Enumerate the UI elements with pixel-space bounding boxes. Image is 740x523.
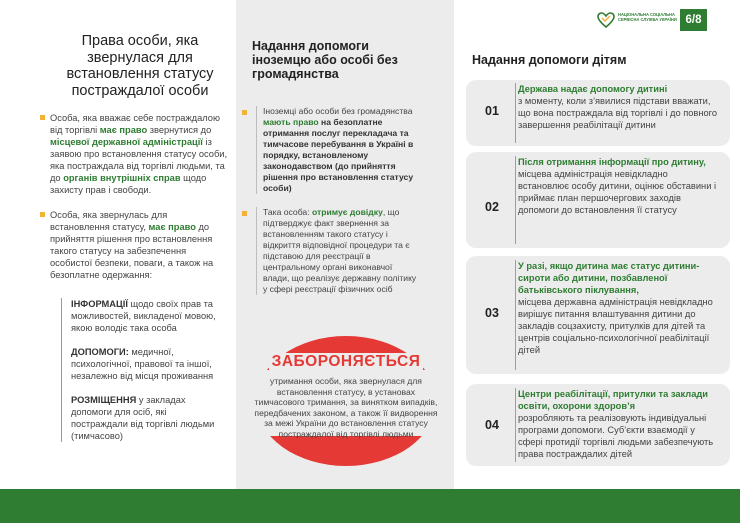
card-text: місцева адміністрація невідкладно встановлює особу дитини, оцінює обставини і приймає план першочергових заходів допомоги до встановлення її статусу <box>518 169 717 215</box>
bullet-square-icon <box>242 211 247 216</box>
child-help-card-4 <box>466 384 730 466</box>
middle-item-1: Іноземці або особи без громадянства мають право на безоплатне отримання послуг перекладача та тимчасове перебування в Україні в порядку, встановленому законодавством (до прийняття рішення про встановлення статусу особи) <box>242 106 420 194</box>
card-heading: У разі, якщо дитина має статус дитини-сироти або дитини, позбавленої батьківського піклування, <box>518 261 700 295</box>
left-title: Права особи, яка звернулася для встановлення статусу постраждалої особи <box>66 33 214 99</box>
card-heading: Після отримання інформації про дитину, <box>518 157 706 167</box>
child-help-card-2 <box>466 152 730 248</box>
bullet-square-icon <box>40 212 45 217</box>
bullet-square-icon <box>40 115 45 120</box>
card-number: 03 <box>485 306 499 320</box>
card-number: 04 <box>485 418 499 432</box>
card-text: розробляють та реалізовують індивідуальні програми допомоги. Суб’єкти взаємодії у сфері протидії торгівлі людьми забезпечують права постраждалих дітей <box>518 413 714 459</box>
card-heading: Центри реабілітації, притулки та заклади освіти, охорони здоров’я <box>518 389 708 411</box>
prohibition-heading: ЗАБОРОНЯЄТЬСЯ <box>269 353 424 370</box>
footer-bar <box>0 489 740 523</box>
right-title: Надання допомоги дітям <box>472 53 627 67</box>
logo-text: НАЦІОНАЛЬНА СОЦІАЛЬНА СЕРВІСНА СЛУЖБА УКРАЇНИ <box>618 12 677 22</box>
card-text: місцева державна адміністрація невідкладно вирішує питання влаштування дитини до закладів соцзахисту, притулків для дітей та центрів соціально-психологічної реабілітації дітей <box>518 297 713 355</box>
left-item-2: Особа, яка звернулась для встановлення статусу, має право до прийняття рішення про встановлення такого статусу на забезпечення особистої безпеки, поваги, а також на безоплатне одержання: <box>40 209 228 281</box>
list-item: РОЗМІЩЕННЯ у закладах допомоги для осіб, які постраждали від торгівлі людьми (тимчасово) <box>71 395 215 441</box>
page-number-badge: 6/8 <box>680 9 707 31</box>
bullet-square-icon <box>242 110 247 115</box>
card-heading: Держава надає допомогу дитині <box>518 84 668 94</box>
card-number: 02 <box>485 200 499 214</box>
child-help-card-3 <box>466 256 730 374</box>
service-logo <box>597 12 675 30</box>
list-item: ІНФОРМАЦІЇ щодо своїх прав та можливостей, викладеної мовою, якою володіє така особа <box>71 299 216 333</box>
list-item: ДОПОМОГИ: медичної, психологічної, правової та іншої, незалежно від місця проживання <box>71 347 214 381</box>
middle-item-2: Така особа: отримує довідку, що підтверджує факт звернення за встановленням такого статусу і відкриття відповідної процедури та є підставою для реєстрації в центральному органі виконавчої влади, що реалізує державну політику у сфері реєстрації фізичних осіб <box>242 207 420 295</box>
heart-logo-icon <box>597 12 615 28</box>
prohibition-text: утримання особи, яка звернулася для встановлення статусу, в установах тимчасового тримання, за винятком випадків, передбачених законом, а також її видворення за межі України до встановлення статусу постраждалої від торгівлі людьми <box>254 376 438 439</box>
left-item-1: Особа, яка вважає себе постраждалою від торгівлі має право звернутися до місцевої державної адміністрації із заявою про встановлення статусу особи, яка постраждала від торгівлі людьми, та до органів внутрішніх справ щодо захисту прав і свободи. <box>40 112 228 196</box>
card-number: 01 <box>485 104 499 118</box>
child-help-card-1 <box>466 80 730 146</box>
left-rights-list <box>61 298 221 442</box>
middle-title: Надання допомоги іноземцю або особі без громадянства <box>252 39 398 81</box>
card-text: з моменту, коли з’явилися підстави вважати, що вона постраждала від торгівлі і до повного завершення реабілітації дитини <box>518 96 718 130</box>
